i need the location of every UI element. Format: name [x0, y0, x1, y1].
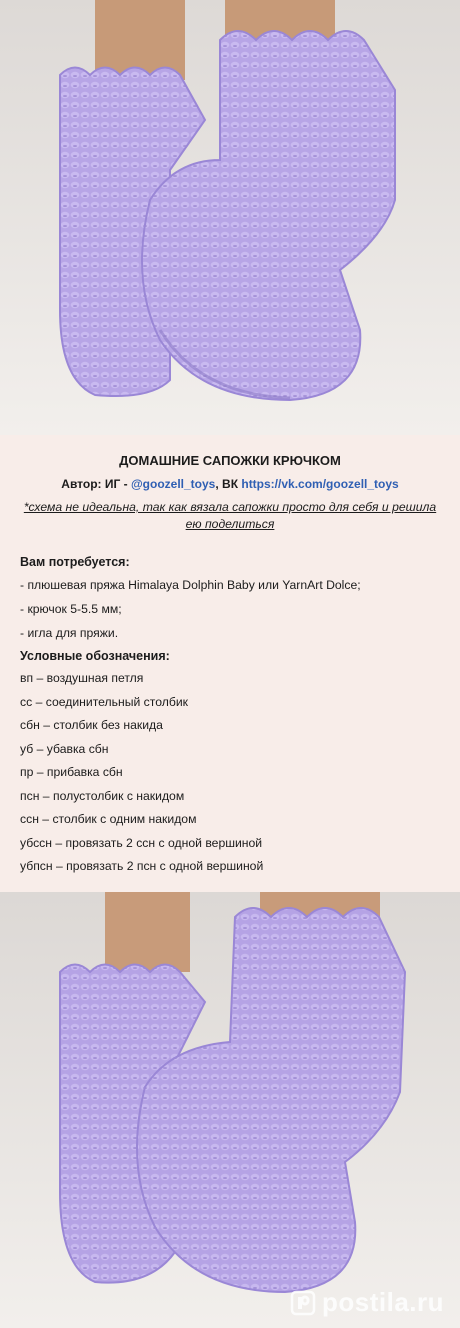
materials-item: - плюшевая пряжа Himalaya Dolphin Baby или YarnArt Dolce;	[20, 578, 361, 592]
legend-item: вп – воздушная петля	[20, 671, 144, 685]
pattern-text-panel	[0, 435, 460, 892]
slippers-photo-bottom	[0, 892, 460, 1328]
author-separator: , ВК	[215, 477, 242, 491]
postila-watermark	[290, 1287, 444, 1318]
legend-item: убссн – провязать 2 ссн с одной вершиной	[20, 835, 263, 850]
legend-item: ссн – столбик с одним накидом	[20, 812, 197, 826]
legend-item: уб – убавка сбн	[20, 741, 109, 756]
page-title: ДОМАШНИЕ САПОЖКИ КРЮЧКОМ	[119, 453, 341, 468]
author-line	[20, 477, 440, 493]
materials-list	[20, 573, 460, 645]
materials-heading: Вам потребуется:	[20, 555, 130, 569]
legend-list	[20, 667, 460, 879]
legend-item: убпсн – провязать 2 псн с одной вершиной	[20, 859, 264, 873]
vk-link[interactable]: https://vk.com/goozell_toys	[241, 477, 399, 491]
disclaimer-note: *схема не идеальна, так как вязала сапожки просто для себя и решила ею поделиться	[23, 500, 437, 531]
legend-item: пр – прибавка сбн	[20, 765, 123, 779]
legend-heading: Условные обозначения:	[20, 649, 170, 663]
postila-logo-icon	[290, 1290, 316, 1316]
legend-item: сбн – столбик без накида	[20, 718, 163, 732]
author-prefix: Автор: ИГ -	[61, 477, 131, 491]
watermark-text: postila.ru	[321, 1287, 444, 1317]
instagram-link[interactable]: @goozell_toys	[130, 477, 216, 491]
materials-item: - крючок 5-5.5 мм;	[20, 602, 122, 616]
legend-item: псн – полустолбик с накидом	[20, 788, 185, 803]
slippers-photo-top	[0, 0, 460, 435]
materials-item: - игла для пряжи.	[20, 626, 119, 640]
legend-item: сс – соединительный столбик	[20, 694, 188, 709]
